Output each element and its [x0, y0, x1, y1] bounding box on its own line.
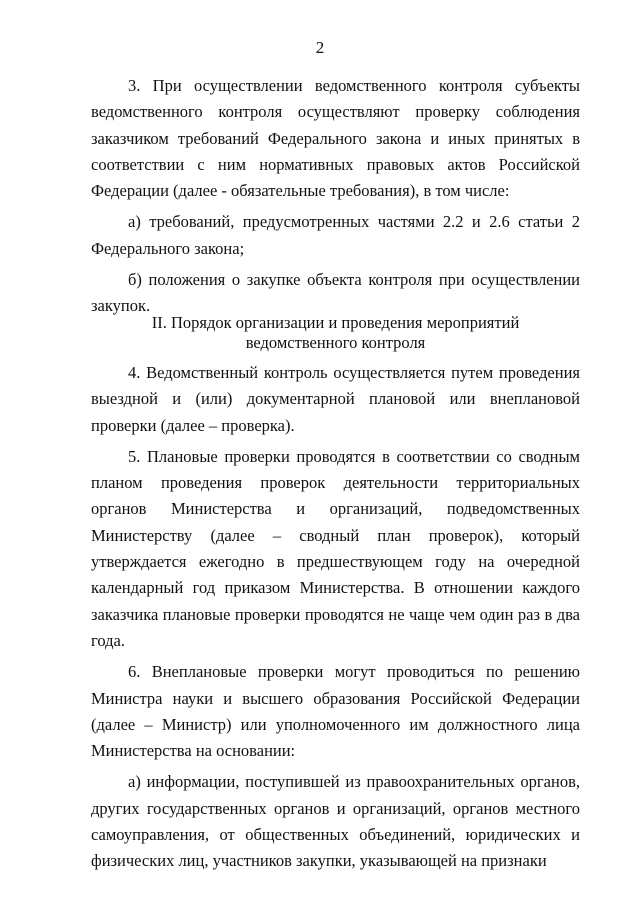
body-text-top [91, 73, 580, 320]
section-heading-line-2: ведомственного контроля [245, 333, 426, 352]
paragraph-6a: а) информации, поступившей из правоохранительных органов, других государственных органов и организаций, органов местного самоуправления, от общественных объединений, юридических и физических лиц, участников закупки, указывающей на признаки [91, 772, 580, 871]
paragraph-6: 6. Внеплановые проверки могут проводиться по решению Министра науки и высшего образования Российской Федерации (далее – Министр) или уполномоченного им должностного лица Министерства на основании: [91, 662, 580, 761]
section-heading [91, 313, 580, 353]
paragraph-3a: а) требований, предусмотренных частями 2.2 и 2.6 статьи 2 Федерального закона; [91, 212, 580, 258]
paragraph-3b: б) положения о закупке объекта контроля при осуществлении закупок. [91, 270, 580, 316]
paragraph-3: 3. При осуществлении ведомственного контроля субъекты ведомственного контроля осуществляют проверку соблюдения заказчиком требований Федерального закона и иных принятых в соответствии с ним нормативных правовых актов Российской Федерации (далее - обязательные требования), в том числе: [91, 76, 580, 201]
page-number: 2 [315, 38, 325, 57]
section-heading-line-1: II. Порядок организации и проведения мероприятий [151, 313, 520, 332]
body-text-bottom [91, 360, 580, 875]
paragraph-5: 5. Плановые проверки проводятся в соответствии со сводным планом проведения проверок деятельности территориальных органов Министерства и организаций, подведомственных Министерству (далее – сводный план проверок), который утверждается ежегодно в предшествующем году на очередной календарный год приказом Министерства. В отношении каждого заказчика плановые проверки проводятся не чаще чем один раз в два года. [91, 446, 580, 650]
paragraph-4: 4. Ведомственный контроль осуществляется путем проведения выездной и (или) документарной плановой или внеплановой проверки (далее – проверка). [91, 363, 580, 435]
